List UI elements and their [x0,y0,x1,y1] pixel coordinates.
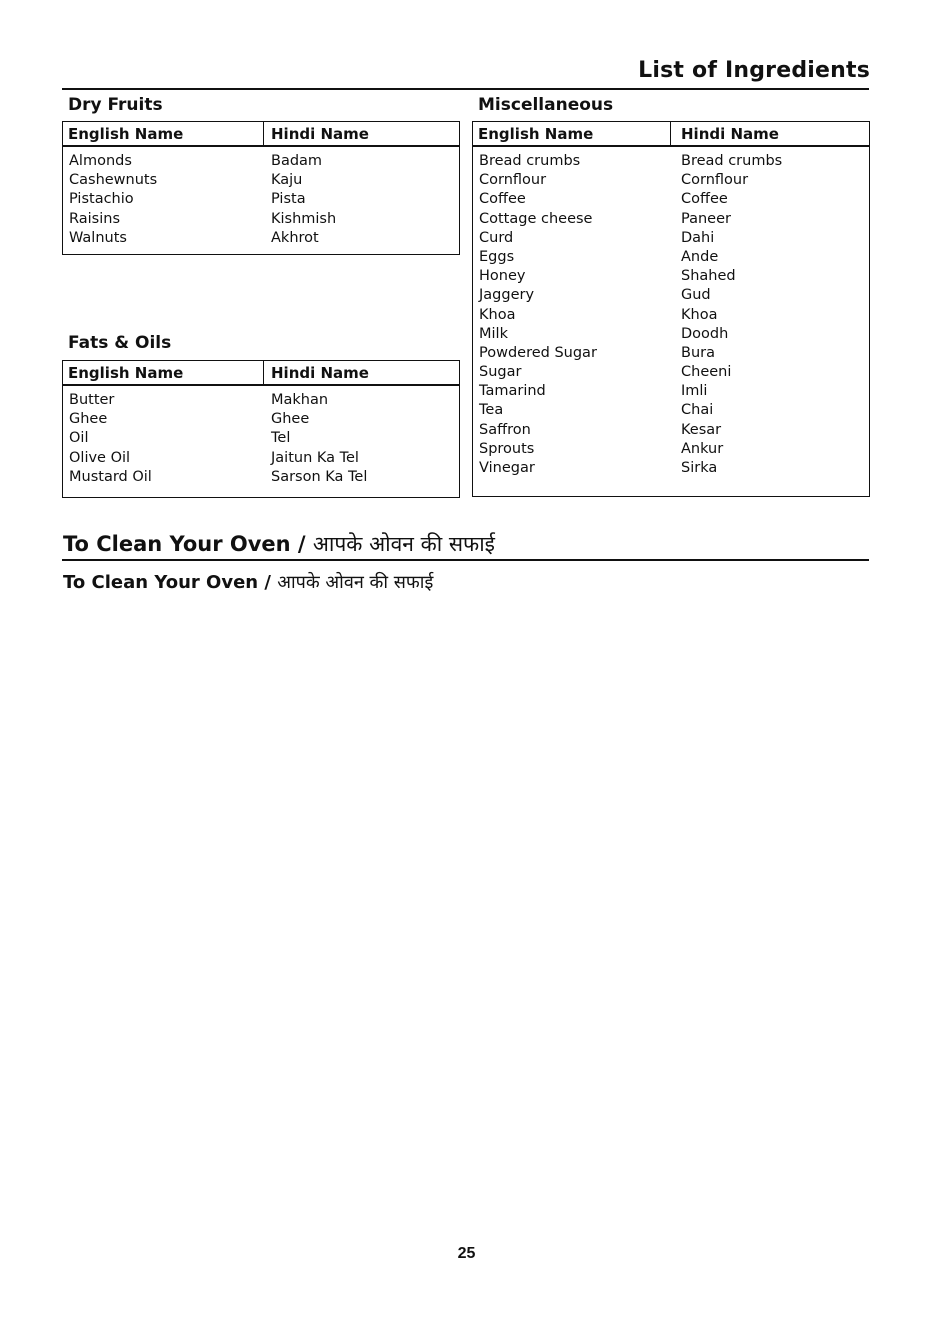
page-number: 25 [457,1245,476,1262]
table-row [473,153,869,172]
hindi-name-cell: Bura [681,344,715,361]
table-row [473,172,869,191]
english-name-cell: Vinegar [479,460,535,476]
table-row [473,191,869,210]
column-header-english: English Name [68,125,184,143]
oven-cleaning-heading-hindi: आपके ओवन की सफाई [312,532,495,556]
oven-cleaning-subheading-hindi: आपके ओवन की सफाई [277,572,434,593]
column-header-hindi: Hindi Name [681,125,779,143]
hindi-name-cell: Cornflour [681,172,749,189]
hindi-name-cell: Kesar [681,421,722,438]
table-row [63,469,459,488]
english-name-cell: Jaggery [479,287,535,304]
table-row [473,268,869,287]
hindi-name-cell: Kaju [271,172,303,189]
column-header-english: English Name [478,125,594,143]
table-row [473,345,869,364]
hindi-name-cell: Gud [681,287,711,304]
hindi-name-cell: Doodh [681,325,729,342]
english-name-cell: Sugar [479,364,522,381]
english-name-cell: Eggs [479,248,515,265]
english-name-cell: Oil [69,430,89,447]
column-header-hindi: Hindi Name [271,125,369,143]
table-row [473,460,869,479]
english-name-cell: Khoa [479,306,516,323]
table-row [63,230,459,249]
oven-cleaning-subheading-english: To Clean Your Oven / [63,572,271,593]
english-name-cell: Coffee [479,191,526,208]
column-header-english: English Name [68,364,184,382]
table-header [473,122,869,147]
dry-fruits-heading: Dry Fruits [68,95,163,115]
hindi-name-cell: Kishmish [271,210,337,227]
english-name-cell: Cashewnuts [69,172,158,189]
hindi-name-cell: Jaitun Ka Tel [271,449,359,466]
hindi-name-cell: Imli [681,383,708,400]
english-name-cell: Cornflour [479,172,547,189]
hindi-name-cell: Akhrot [271,229,319,246]
english-name-cell: Curd [479,229,514,246]
hindi-name-cell: Paneer [681,210,731,227]
table-header [63,361,459,386]
oven-cleaning-heading-english: To Clean Your Oven / [63,532,306,556]
table-row [63,172,459,191]
table-row [473,402,869,421]
english-name-cell: Almonds [69,153,132,169]
fats-oils-table [62,360,460,498]
table-row [473,287,869,306]
table-row [63,392,459,411]
fats-oils-heading: Fats & Oils [68,333,172,353]
english-name-cell: Raisins [69,210,120,227]
title-divider [62,88,869,90]
english-name-cell: Mustard Oil [69,468,152,485]
table-row [63,191,459,210]
hindi-name-cell: Ankur [681,440,724,457]
hindi-name-cell: Makhan [271,392,329,408]
english-name-cell: Tea [479,402,504,419]
hindi-name-cell: Chai [681,402,714,419]
english-name-cell: Olive Oil [69,449,131,466]
table-row [473,326,869,345]
hindi-name-cell: Badam [271,153,323,169]
hindi-name-cell: Coffee [681,191,728,208]
hindi-name-cell: Sarson Ka Tel [271,468,368,485]
oven-cleaning-subheading [63,570,433,594]
table-row [473,249,869,268]
english-name-cell: Powdered Sugar [479,344,597,361]
table-row [63,153,459,172]
table-row [63,211,459,230]
table-row [473,383,869,402]
english-name-cell: Bread crumbs [479,153,581,169]
english-name-cell: Milk [479,325,508,342]
table-row [473,364,869,383]
english-name-cell: Sprouts [479,440,535,457]
english-name-cell: Cottage cheese [479,210,593,227]
hindi-name-cell: Tel [271,430,291,447]
hindi-name-cell: Cheeni [681,364,732,381]
oven-cleaning-divider [62,559,869,561]
table-row [473,307,869,326]
miscellaneous-rows [473,147,869,496]
column-divider [263,122,264,145]
hindi-name-cell: Shahed [681,268,736,285]
table-row [63,430,459,449]
dry-fruits-table [62,121,460,255]
dry-fruits-rows [63,147,459,254]
english-name-cell: Butter [69,392,115,408]
hindi-name-cell: Khoa [681,306,718,323]
hindi-name-cell: Dahi [681,229,715,246]
english-name-cell: Tamarind [479,383,546,400]
english-name-cell: Pistachio [69,191,134,208]
page-title: List of Ingredients [638,58,870,83]
table-row [473,230,869,249]
table-row [63,411,459,430]
hindi-name-cell: Pista [271,191,306,208]
column-header-hindi: Hindi Name [271,364,369,382]
fats-oils-rows [63,386,459,497]
english-name-cell: Ghee [69,411,108,428]
english-name-cell: Honey [479,268,526,285]
hindi-name-cell: Bread crumbs [681,153,783,169]
column-divider [263,361,264,384]
table-row [473,441,869,460]
table-row [473,211,869,230]
hindi-name-cell: Ande [681,248,719,265]
table-row [473,422,869,441]
table-header [63,122,459,147]
column-divider [670,122,671,145]
oven-cleaning-heading [63,530,495,558]
miscellaneous-heading: Miscellaneous [478,95,614,115]
english-name-cell: Saffron [479,421,531,438]
hindi-name-cell: Ghee [271,411,310,428]
english-name-cell: Walnuts [69,229,127,246]
miscellaneous-table [472,121,870,497]
hindi-name-cell: Sirka [681,460,718,476]
table-row [63,450,459,469]
